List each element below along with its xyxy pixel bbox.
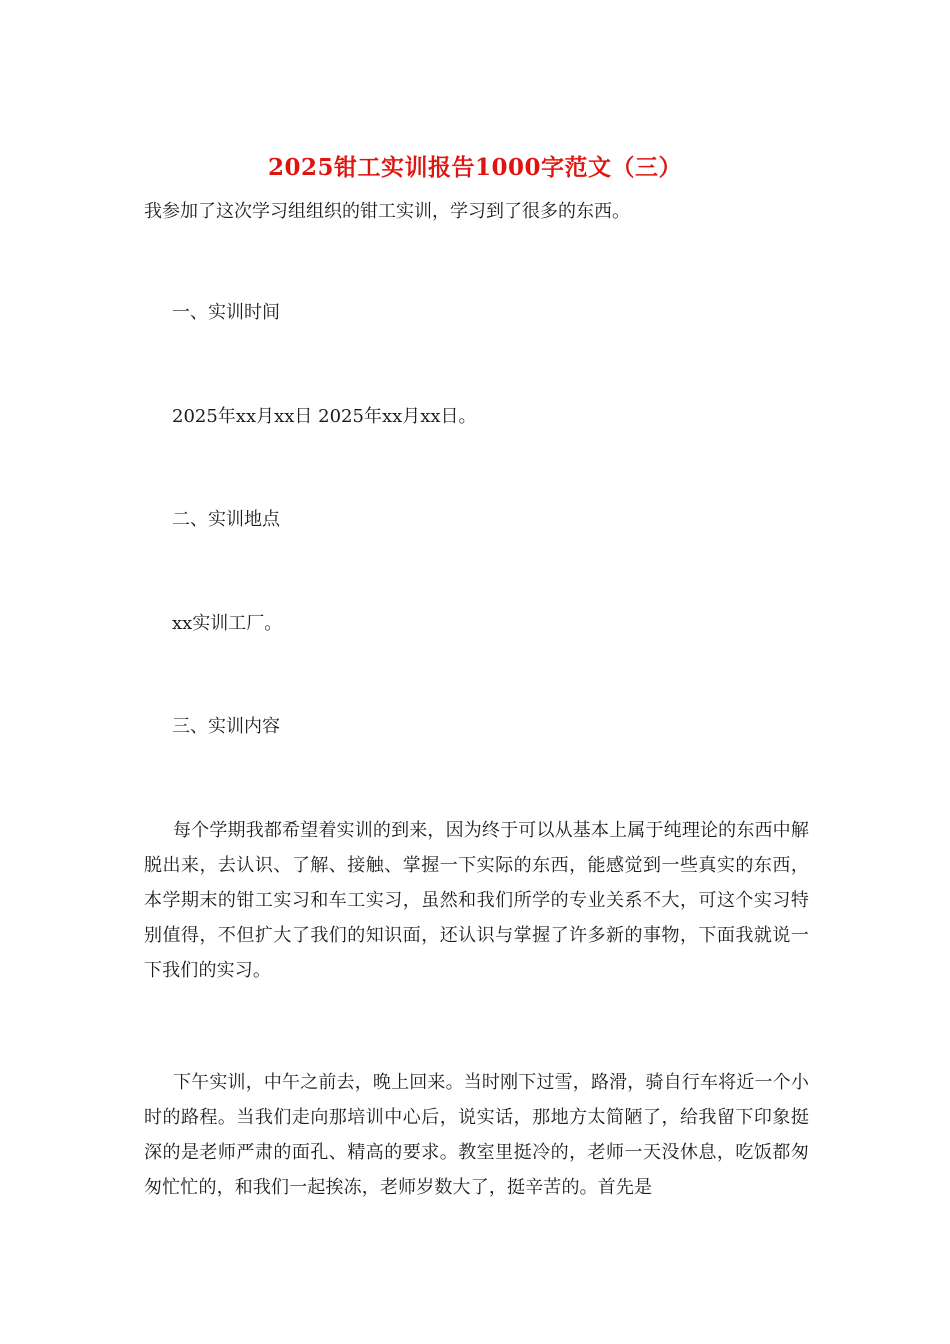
body-paragraph: 每个学期我都希望着实训的到来，因为终于可以从基本上属于纯理论的东西中解脱出来，去认识、了解、接触、掌握一下实际的东西，能感觉到一些真实的东西，本学期末的钳工实习和车工实习，虽然和我们所学的专业关系不大，可这个实习特别值得，不但扩大了我们的知识面，还认识与掌握了许多新的事物，下面我就说一下我们的实习。 <box>144 820 809 981</box>
document-title: 2025钳工实训报告1000字范文（三） <box>267 154 683 181</box>
section-content-time: 2025年xx月xx日 2025年xx月xx日。 <box>172 406 477 427</box>
body-paragraph: 下午实训，中午之前去，晚上回来。当时刚下过雪，路滑，骑自行车将近一个小时的路程。当我们走向那培训中心后，说实话，那地方太简陋了，给我留下印象挺深的是老师严肃的面孔、精高的要求。教室里挺冷的，老师一天没休息，吃饭都匆匆忙忙的，和我们一起挨冻，老师岁数大了，挺辛苦的。首先是 <box>144 1072 809 1198</box>
intro-text: 我参加了这次学习组组织的钳工实训，学习到了很多的东西。 <box>144 201 630 222</box>
section-heading-time: 一、实训时间 <box>172 302 280 323</box>
section-content-location: xx实训工厂。 <box>172 613 283 634</box>
section-heading-location: 二、实训地点 <box>172 509 280 530</box>
section-heading-content: 三、实训内容 <box>172 716 280 737</box>
